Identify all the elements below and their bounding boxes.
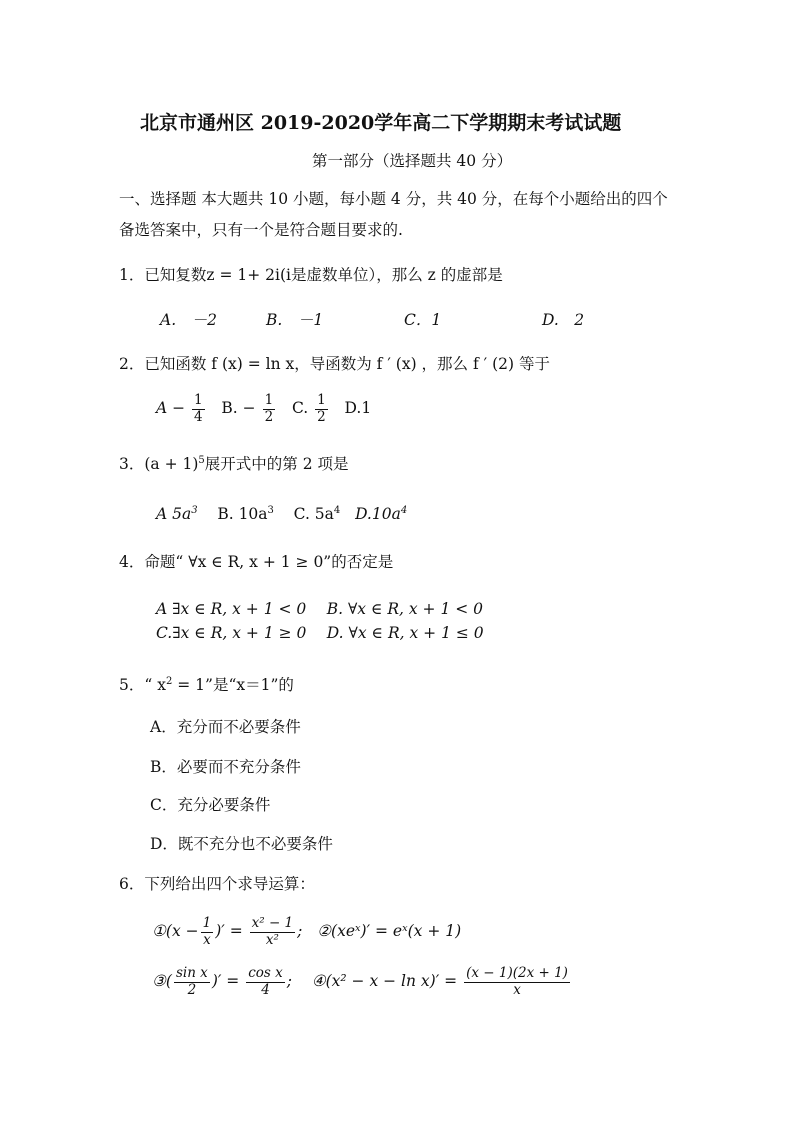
question-2-option-d: D.1: [344, 399, 372, 418]
question-2-options: [156, 393, 371, 425]
question-2-option-a-fraction: $\frac{1}{4}$: [194, 392, 203, 425]
question-6-formula-2: ②(xeˣ)′ = eˣ(x + 1): [317, 922, 462, 941]
question-1-option-d: D. 2: [542, 311, 585, 329]
question-4-options-line-2: C.∃x ∈ R, x + 1 ≥ 0 D. ∀x ∈ R, x + 1 ≤ 0: [156, 624, 484, 642]
instructions-line-1: 一、选择题 本大题共 10 小题，每小题 4 分，共 40 分，在每个小题给出的四个: [119, 190, 668, 208]
question-3-options: [156, 506, 407, 523]
question-2-option-b-fraction: $\frac{1}{2}$: [264, 392, 274, 425]
question-2-option-b-label: B. −: [221, 399, 256, 418]
question-1-option-b: B. －1: [266, 311, 324, 329]
question-6-stem: 6．下列给出四个求导运算：: [119, 875, 315, 893]
question-3-option-b: B. $10a^3$: [217, 505, 274, 524]
section-heading: 第一部分（选择题共 40 分）: [312, 152, 513, 170]
question-2-stem: 2．已知函数 f (x) = ln x，导函数为 f ′ (x) ，那么 f ′ (2) 等于: [119, 355, 550, 373]
question-5-stem: 5．“ $x^2 = 1$”是“x＝1”的: [119, 676, 294, 695]
question-5-option-b: B．必要而不充分条件: [150, 758, 301, 776]
question-2-option-a-label: A −: [156, 399, 186, 418]
question-3-option-c: C. $5a^4$: [293, 505, 341, 524]
instructions-line-2: 备选答案中，只有一个是符合题目要求的.: [119, 221, 403, 239]
question-1-option-c: C．1: [404, 311, 442, 329]
question-5-option-a: A．充分而不必要条件: [150, 718, 301, 736]
question-4-stem: 4．命题“ ∀x ∈ R, x + 1 ≥ 0”的否定是: [119, 553, 394, 571]
question-5-option-d: D．既不充分也不必要条件: [150, 835, 333, 853]
question-4-options-line-1: A ∃x ∈ R, x + 1 < 0 B. ∀x ∈ R, x + 1 < 0: [156, 600, 484, 618]
question-3-option-d: $D.10a^4$: [355, 505, 408, 524]
question-2-option-c-fraction: $\frac{1}{2}$: [317, 392, 326, 425]
question-3-option-a: A $5a^3$: [156, 505, 198, 524]
question-6-formula-row-2: ③( $\frac{\text{sin x}}{2}$ )′ = $\frac{\text{cos x}}{4}$ ; ④(x² − x − ln x)′ = $\frac{(x - 1)(2x + 1)}{x}$: [152, 965, 568, 998]
page-title: 北京市通州区 2019-2020学年高二下学期期末考试试题: [140, 112, 622, 134]
question-1-stem: 1．已知复数z = 1+ 2i(i是虚数单位），那么 z 的虚部是: [119, 266, 503, 284]
question-1-option-a: A. －2: [160, 311, 217, 329]
question-3-stem: 3．$(a + 1)^5$展开式中的第 2 项是: [119, 455, 349, 474]
question-6-formula-row-1: ①(x − $\frac{1}{x}$ )′ = $\frac{\text{x² − 1}}{\text{x²}}$ ; ②(xeˣ)′ = eˣ(x + 1): [152, 915, 462, 948]
question-5-option-c: C．充分必要条件: [150, 796, 271, 814]
question-2-option-c-label: C.: [291, 399, 309, 418]
